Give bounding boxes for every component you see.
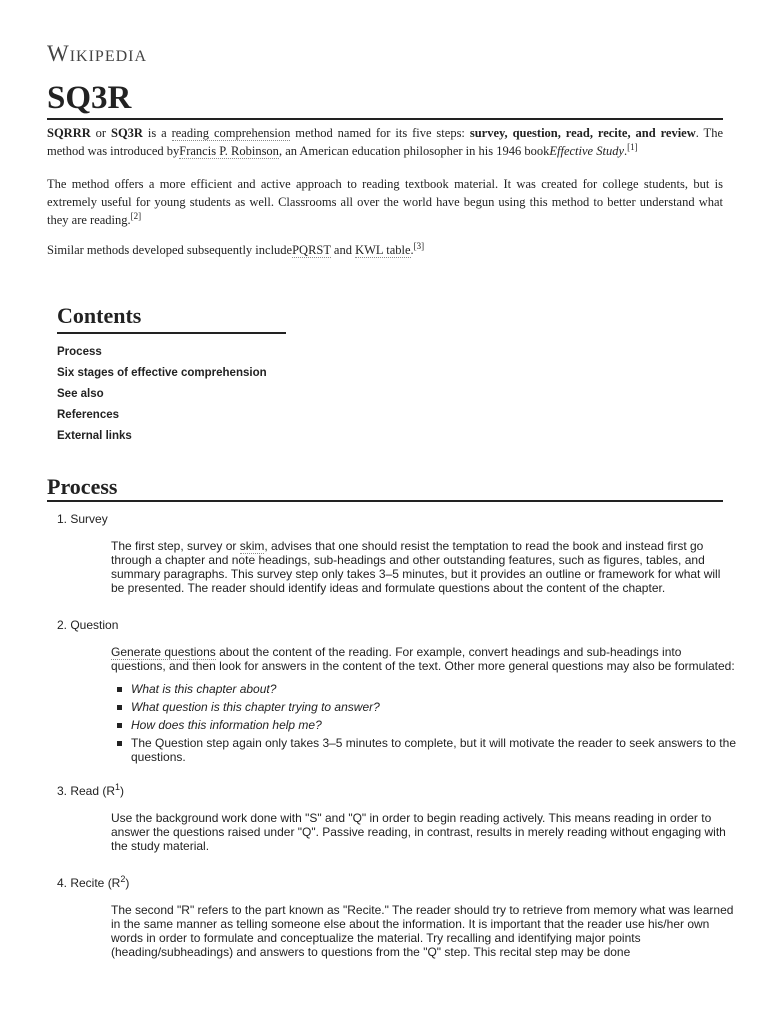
title-divider [47, 118, 723, 120]
step-body [111, 645, 737, 764]
ref-1[interactable]: [1] [627, 141, 638, 152]
list-item: The Question step again only takes 3–5 minutes to complete, but it will motivate the reader to seek answers to the questions. [111, 736, 737, 764]
ref-3[interactable]: [3] [413, 240, 425, 251]
step-title: 2. Question [57, 618, 119, 632]
text: about the content of the reading. For example, convert headings and sub-headings into questions, and then look for answers in the content of the text. Other more general questions may also be formulated: [111, 645, 735, 673]
page-title: SQ3R [47, 80, 132, 116]
toc-heading: Contents [57, 303, 286, 334]
text: or [90, 126, 111, 140]
lead-section [47, 124, 723, 274]
list-item: What question is this chapter trying to answer? [111, 700, 737, 714]
text: . The method was introduced by [47, 126, 723, 158]
text: is a [142, 126, 172, 140]
step-title [57, 876, 737, 890]
text: 3. Read (R [57, 784, 116, 798]
lead-paragraph-3 [47, 241, 723, 259]
text: , advises that one should resist the temptation to read the book and instead first go through a chapter and note headings, sub-headings and other outstanding features, such as figures, tables, and summary paragraphs. This survey step only takes 3–5 minutes, but it provides an outline or framework for what will be presented. The reader should identify ideas and formulate questions about the content of the chapter. [111, 539, 721, 595]
step-body: The second "R" refers to the part known as "Recite." The reader should try to retrieve from memory what was learned in the same manner as telling someone else about the information. It is important that the reader use his/her own words in order to formulate and conceptualize the material. Try recalling and identifying major points (heading/subheadings) and answers to questions from the "Q" step. This recital step may be done [111, 903, 734, 959]
link-pqrst[interactable]: PQRST [292, 243, 331, 257]
text: The first step, survey or [111, 539, 240, 553]
list-item: What is this chapter about? [111, 682, 737, 696]
text: . [410, 243, 414, 257]
superscript: 1 [115, 782, 121, 792]
process-list [47, 512, 737, 959]
text: . [624, 144, 628, 158]
text: ) [120, 784, 125, 798]
step-body: Use the background work done with "S" and "Q" in order to begin reading actively. This means reading in order to answer the questions raised under "Q". Passive reading, in contrast, results in merely reading without engaging with the study material. [111, 811, 726, 853]
link-reading-comprehension[interactable]: reading comprehension [171, 126, 291, 140]
question-bullets [111, 682, 737, 764]
toc-list [57, 342, 297, 447]
lead-paragraph-2 [47, 175, 723, 229]
book-title: Effective Study [549, 144, 624, 158]
superscript: 2 [120, 874, 126, 884]
wikipedia-logo[interactable]: Wikipedia [47, 41, 148, 66]
ref-2[interactable]: [2] [130, 210, 142, 221]
text: Similar methods developed subsequently include [47, 243, 293, 257]
toc-item-external-links[interactable]: External links [57, 430, 132, 442]
text: ) [125, 876, 130, 890]
toc-item-see-also[interactable]: See also [57, 388, 104, 400]
text: and [330, 243, 356, 257]
link-kwl-table[interactable]: KWL table [355, 243, 411, 257]
link-francis-robinson[interactable]: Francis P. Robinson [179, 144, 279, 158]
steps-list: survey, question, read, recite, and review [469, 126, 696, 140]
term-sqrrr: SQRRR [47, 126, 91, 140]
text: , an American education philosopher in his 1946 book [278, 144, 550, 158]
table-of-contents [57, 303, 297, 447]
step-recite [47, 876, 737, 959]
step-title: 1. Survey [57, 512, 108, 526]
term-sq3r: SQ3R [111, 126, 143, 140]
step-question [47, 618, 737, 764]
toc-item-references[interactable]: References [57, 409, 120, 421]
lead-paragraph-1 [47, 124, 723, 160]
section-divider [47, 500, 723, 502]
step-read [47, 784, 737, 853]
link-skim[interactable]: skim [239, 539, 265, 553]
toc-item-process[interactable]: Process [57, 346, 102, 358]
text: The method offers a more efficient and active approach to reading textbook material. It was created for college students, but is extremely useful for young students as well. Classrooms all over the world have begun using this method to better understand what they are reading. [47, 177, 723, 227]
list-item: How does this information help me? [111, 718, 737, 732]
text: method named for its five steps: [290, 126, 470, 140]
link-generate-questions[interactable]: Generate questions [111, 645, 216, 659]
step-survey [47, 512, 737, 595]
text: 4. Recite (R [57, 876, 121, 890]
step-title [57, 784, 737, 798]
toc-item-six-stages[interactable]: Six stages of effective comprehension [57, 367, 267, 379]
step-body [111, 539, 737, 595]
section-heading-process: Process [47, 474, 118, 499]
